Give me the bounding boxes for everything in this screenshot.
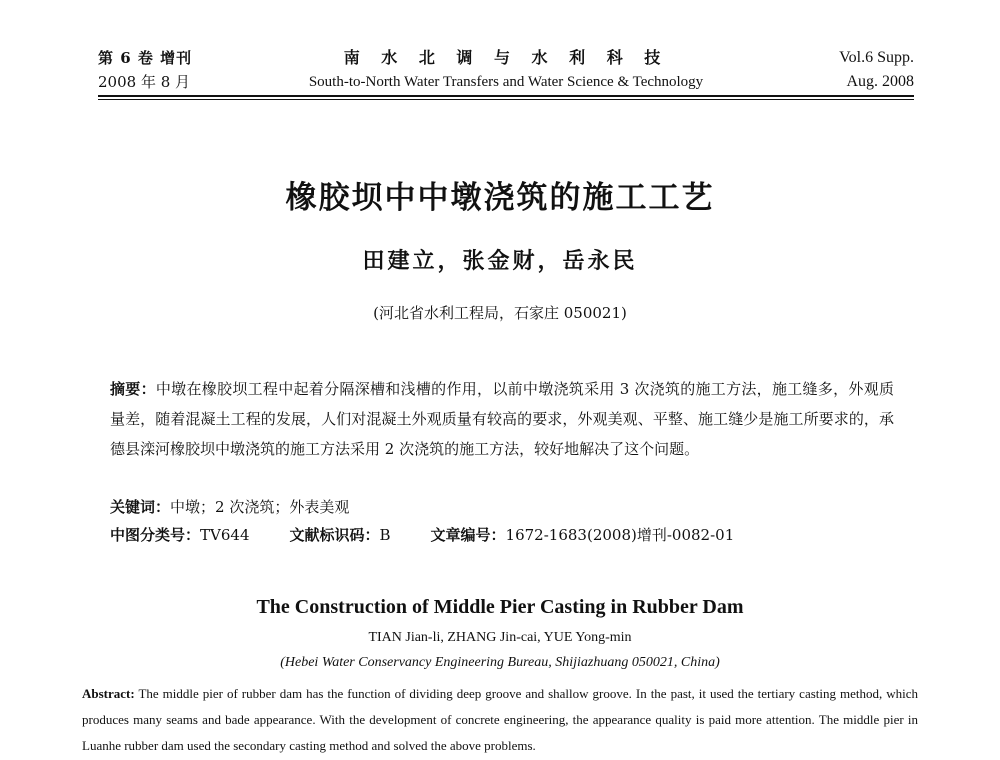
header-left <box>98 46 258 94</box>
header-journal <box>268 46 744 94</box>
journal-name-en: South-to-North Water Transfers and Water Science & Technology <box>308 74 704 90</box>
article-number-value: 1672-1683(2008)增刊-0082-01 <box>505 526 735 544</box>
abstract-cn <box>110 374 894 464</box>
journal-name-cn: 南 水 北 调 与 水 利 科 技 <box>343 48 669 67</box>
authors-cn: 田建立，张金财，岳永民 <box>362 248 638 274</box>
paper-title-en: The Construction of Middle Pier Casting in Rubber Dam <box>256 596 744 618</box>
abstract-label-cn: 摘要： <box>110 380 156 398</box>
affiliation-cn: (河北省水利工程局，石家庄 050021) <box>373 304 627 322</box>
clc-label: 中图分类号： <box>110 526 201 544</box>
paper-title-cn: 橡胶坝中中墩浇筑的施工工艺 <box>285 180 715 216</box>
abstract-text-en: The middle pier of rubber dam has the function of dividing deep groove and shallow groove. In the past, it used the tertiary casting method, which produces many seams and bade appearance. With the development of concrete engineering, the appearance quality is paid more attention. The middle pier in Luanhe rubber dam used the secondary casting method and solved the above problems. <box>82 686 918 753</box>
doc-code-label: 文献标识码： <box>289 526 380 544</box>
keywords-label-cn: 关键词： <box>110 498 171 516</box>
doc-code-value: B <box>379 526 391 544</box>
article-number-label: 文章编号： <box>430 526 506 544</box>
classification-line <box>110 522 734 548</box>
header-rule-thick <box>98 95 914 97</box>
header-right <box>839 46 914 94</box>
date-cn: 2008 年 8 月 <box>98 73 191 91</box>
date-en: Aug. 2008 <box>846 73 914 90</box>
authors-en: TIAN Jian-li, ZHANG Jin-cai, YUE Yong-min <box>368 630 632 645</box>
keywords-text-cn: 中墩；2 次浇筑；外表美观 <box>170 498 350 516</box>
running-header <box>98 34 914 98</box>
abstract-text-cn: 中墩在橡胶坝工程中起着分隔深槽和浅槽的作用，以前中墩浇筑采用 3 次浇筑的施工方法，施工缝多，外观质量差，随着混凝土工程的发展，人们对混凝土外观质量有较高的要求，外观美观、平整、施工缝少是施工所要求的，承德县滦河橡胶坝中墩浇筑的施工方法采用 2 次浇筑的施工方法，较好地解决了这个问题。 <box>110 380 894 458</box>
keywords-cn <box>110 494 349 520</box>
abstract-label-en: Abstract: <box>82 686 135 701</box>
volume-en: Vol.6 Supp. <box>839 49 914 66</box>
clc-value: TV644 <box>200 526 250 544</box>
volume-cn: 第 6 卷 增刊 <box>98 49 193 67</box>
abstract-en <box>82 681 918 759</box>
header-rule-thin <box>98 99 914 100</box>
affiliation-en: (Hebei Water Conservancy Engineering Bureau, Shijiazhuang 050021, China) <box>280 655 720 670</box>
